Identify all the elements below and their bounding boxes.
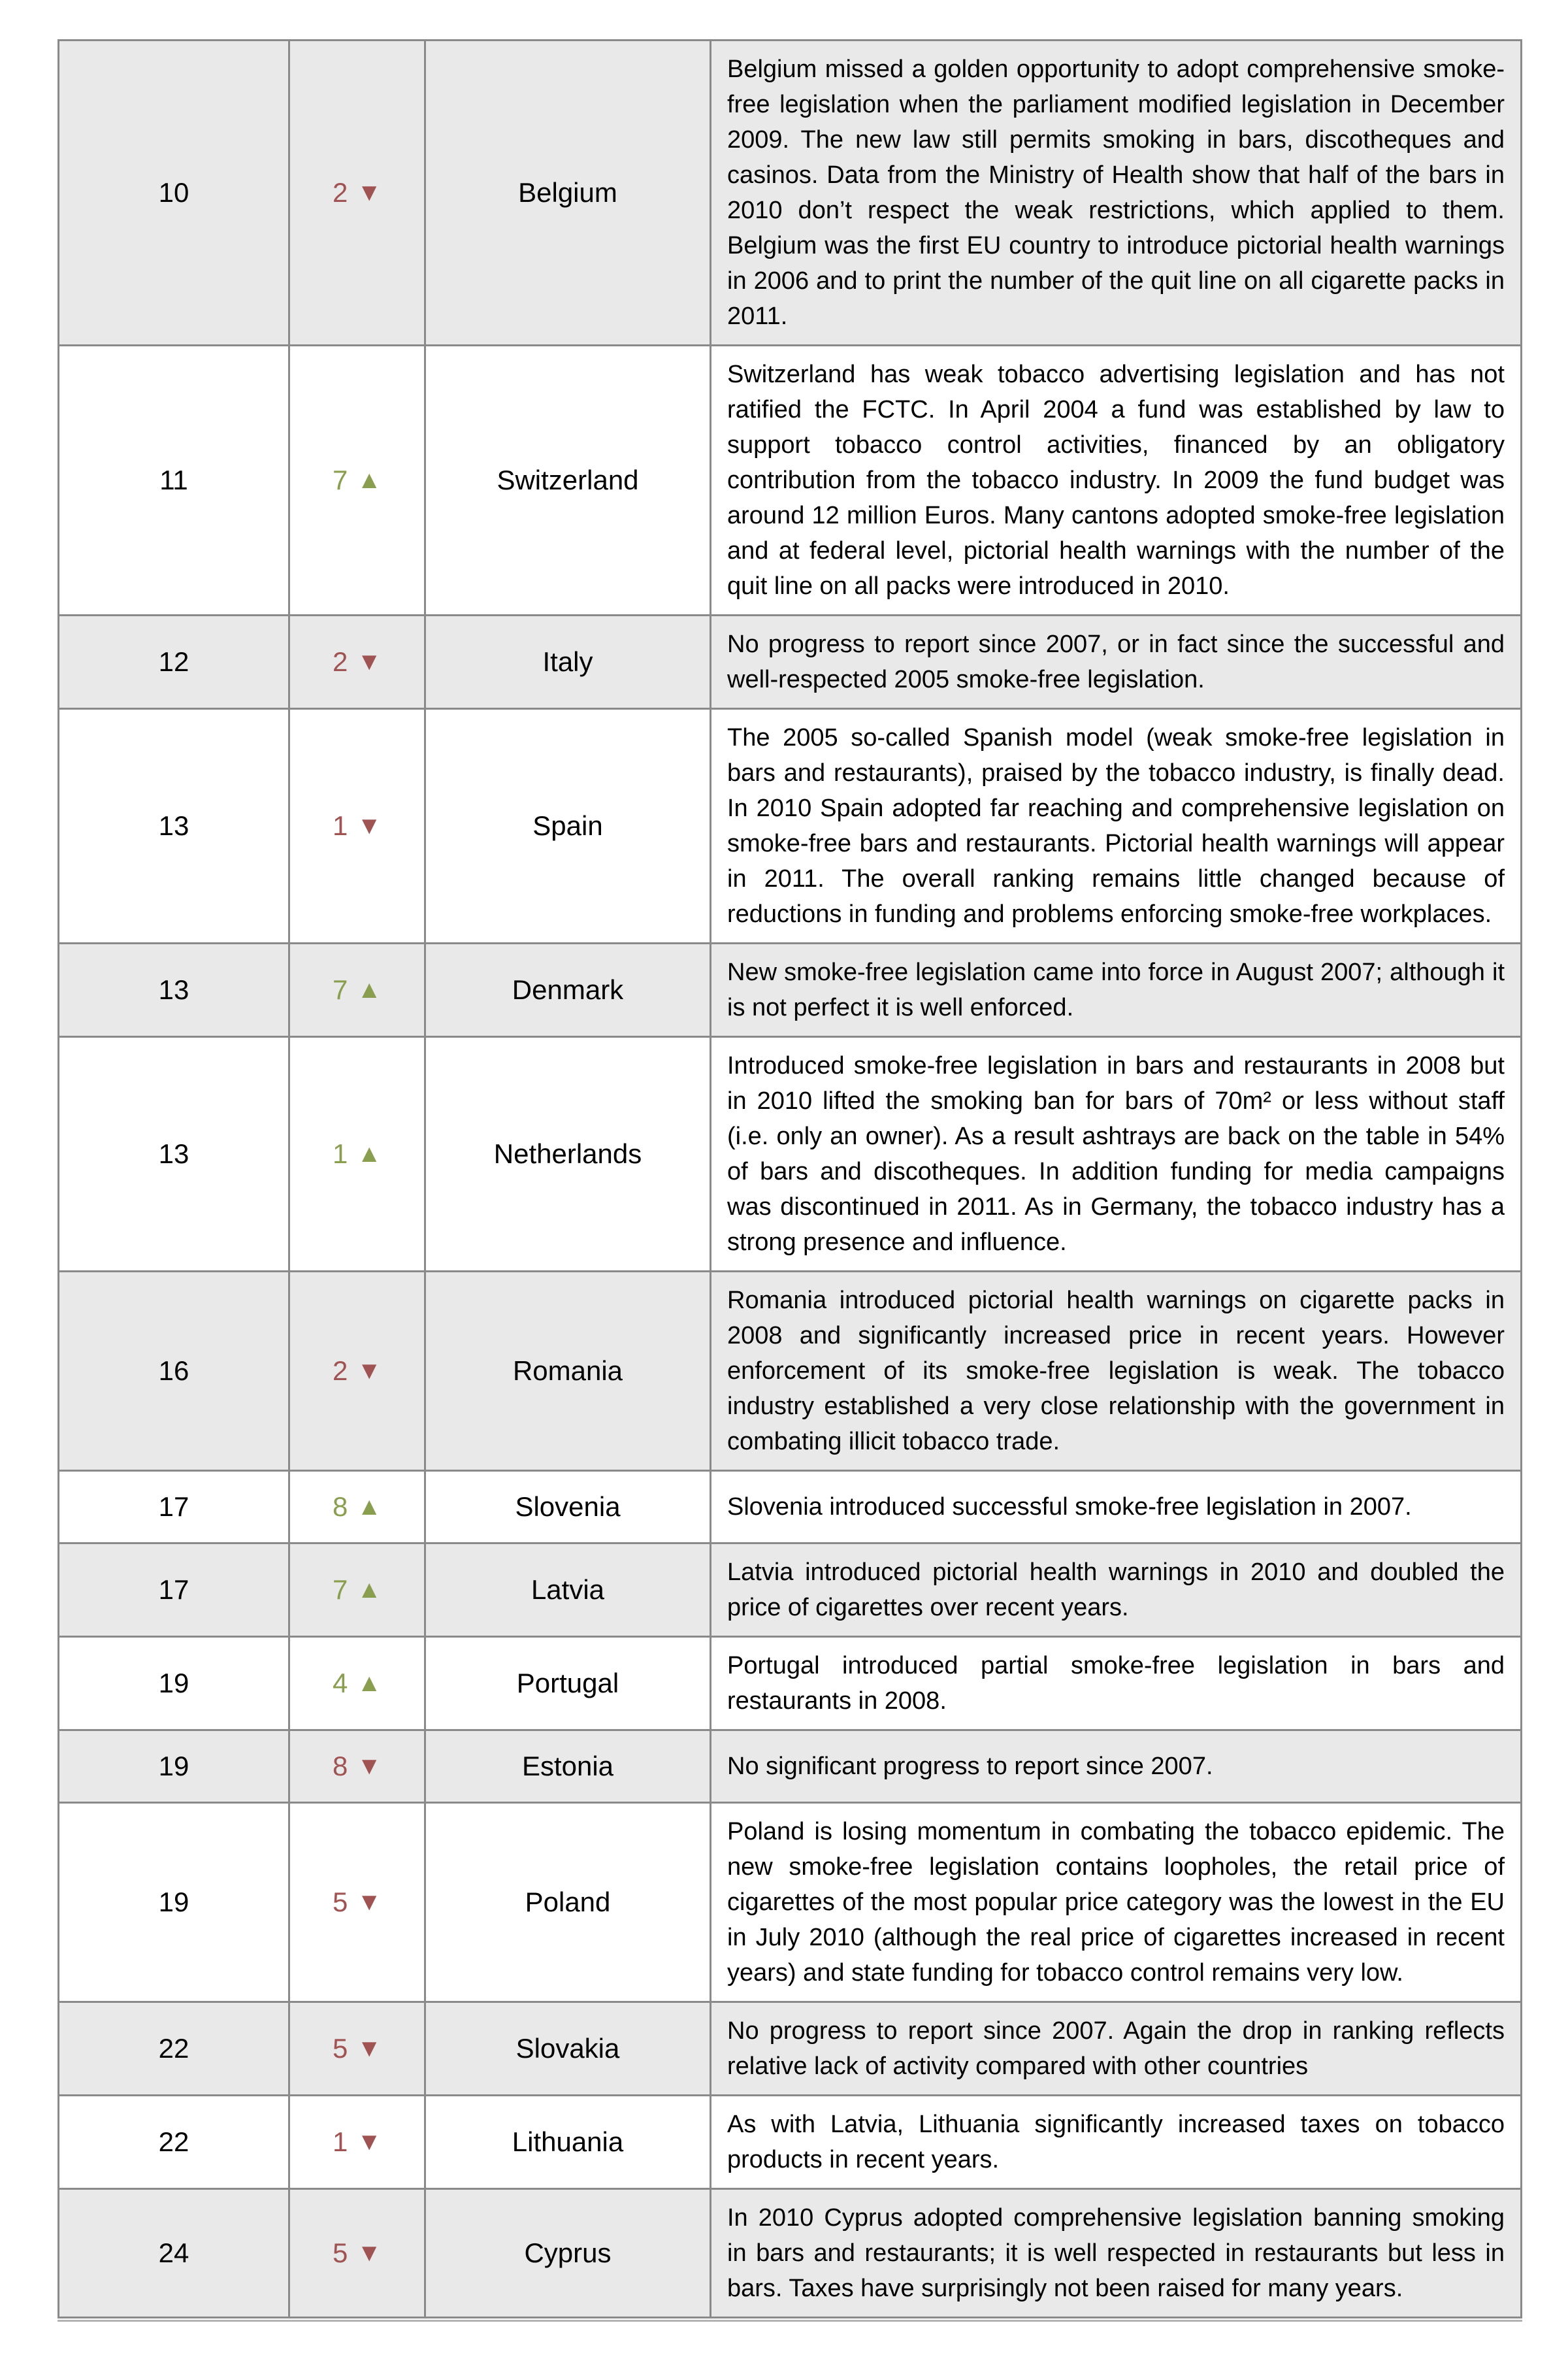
comment-text: Latvia introduced pictorial health warnings in 2010 and doubled the price of cigarettes over recent years. — [727, 1559, 1505, 1621]
rank-change-cell — [290, 1038, 424, 1270]
comment-cell — [711, 1731, 1520, 1802]
comment-cell — [711, 1638, 1520, 1729]
rank-cell: 19 — [59, 1731, 288, 1802]
rank-change-cell — [290, 1638, 424, 1729]
comment-text: Romania introduced pictorial health warnings on cigarette packs in 2008 and significantly increased price in recent years. However enforcement of its smoke-free legislation is weak. The tobacco industry established a very close relationship with the government in combating illicit tobacco trade. — [727, 1287, 1505, 1455]
comment-cell — [711, 1038, 1520, 1270]
country-cell: Spain — [426, 710, 710, 942]
rank-change-cell — [290, 2190, 424, 2317]
comment-cell — [711, 944, 1520, 1036]
rank-change-cell — [290, 1731, 424, 1802]
rank-down-icon: ▼ — [357, 2239, 382, 2267]
country-cell: Cyprus — [426, 2190, 710, 2317]
rank-change-value: 2 — [333, 646, 348, 677]
country-cell: Belgium — [426, 41, 710, 344]
comment-cell — [711, 1272, 1520, 1470]
comment-cell — [711, 2190, 1520, 2317]
comment-text: No progress to report since 2007. Again the drop in ranking reflects relative lack of activity compared with other countries — [727, 2017, 1505, 2080]
comment-cell — [711, 1472, 1520, 1542]
rank-cell: 17 — [59, 1472, 288, 1542]
rank-up-icon: ▲ — [357, 466, 382, 494]
country-cell: Netherlands — [426, 1038, 710, 1270]
rank-change-value: 7 — [333, 465, 348, 495]
country-ranking-table-wrapper — [57, 39, 1522, 2322]
table-bottom-rule — [57, 2320, 1522, 2322]
rank-change-cell — [290, 346, 424, 614]
rank-change-cell — [290, 41, 424, 344]
comment-text: No significant progress to report since 2007. — [727, 1753, 1213, 1780]
comment-cell — [711, 616, 1520, 708]
rank-change-value: 5 — [333, 2237, 348, 2268]
comment-text: Switzerland has weak tobacco advertising legislation and has not ratified the FCTC. In April 2004 a fund was established by law to support tobacco control activities, financed by an obligatory contribution from the tobacco industry. In 2009 the fund budget was around 12 million Euros. Many cantons adopted smoke-free legislation and at federal level, pictorial health warnings with the number of the quit line on all packs were introduced in 2010. — [727, 361, 1505, 600]
rank-cell: 11 — [59, 346, 288, 614]
rank-up-icon: ▲ — [357, 1140, 382, 1168]
rank-cell: 22 — [59, 2096, 288, 2188]
rank-cell: 16 — [59, 1272, 288, 1470]
rank-down-icon: ▼ — [357, 2128, 382, 2156]
comment-text: Portugal introduced partial smoke-free legislation in bars and restaurants in 2008. — [727, 1652, 1505, 1715]
rank-cell: 13 — [59, 710, 288, 942]
rank-change-cell — [290, 2003, 424, 2094]
rank-change-value: 5 — [333, 2033, 348, 2064]
comment-text: Belgium missed a golden opportunity to adopt comprehensive smoke-free legislation when the parliament modified legislation in December 2009. The new law still permits smoking in bars, discotheques and casinos. Data from the Ministry of Health show that half of the bars in 2010 don’t respect the weak restrictions, which applied to them. Belgium was the first EU country to introduce pictorial health warnings in 2006 and to print the number of the quit line on all cigarette packs in 2011. — [727, 56, 1505, 330]
rank-cell: 13 — [59, 944, 288, 1036]
comment-cell — [711, 2096, 1520, 2188]
comment-text: In 2010 Cyprus adopted comprehensive legislation banning smoking in bars and restaurants; it is well respected in restaurants but less in bars. Taxes have surprisingly not been raised for many years. — [727, 2204, 1505, 2302]
comment-cell — [711, 1804, 1520, 2001]
rank-change-value: 4 — [333, 1668, 348, 1698]
country-cell: Switzerland — [426, 346, 710, 614]
country-cell: Denmark — [426, 944, 710, 1036]
comment-cell — [711, 1544, 1520, 1636]
rank-change-value: 2 — [333, 1355, 348, 1386]
rank-down-icon: ▼ — [357, 2034, 382, 2062]
rank-cell: 17 — [59, 1544, 288, 1636]
rank-up-icon: ▲ — [357, 976, 382, 1004]
rank-change-value: 7 — [333, 974, 348, 1005]
country-cell: Lithuania — [426, 2096, 710, 2188]
rank-down-icon: ▼ — [357, 812, 382, 840]
rank-change-cell — [290, 1272, 424, 1470]
rank-up-icon: ▲ — [357, 1669, 382, 1697]
rank-change-value: 1 — [333, 2126, 348, 2157]
rank-cell: 10 — [59, 41, 288, 344]
rank-down-icon: ▼ — [357, 178, 382, 206]
rank-cell: 22 — [59, 2003, 288, 2094]
country-cell: Portugal — [426, 1638, 710, 1729]
country-cell: Poland — [426, 1804, 710, 2001]
comment-text: Introduced smoke-free legislation in bars and restaurants in 2008 but in 2010 lifted the smoking ban for bars of 70m² or less without staff (i.e. only an owner). As a result ashtrays are back on the table in 54% of bars and discotheques. In addition funding for media campaigns was discontinued in 2011. As in Germany, the tobacco industry has a strong presence and influence. — [727, 1052, 1505, 1256]
rank-change-value: 2 — [333, 177, 348, 208]
rank-change-cell — [290, 2096, 424, 2188]
rank-change-cell — [290, 1544, 424, 1636]
rank-change-value: 1 — [333, 1138, 348, 1169]
comment-cell — [711, 41, 1520, 344]
rank-change-cell — [290, 1804, 424, 2001]
rank-up-icon: ▲ — [357, 1493, 382, 1521]
comment-cell — [711, 710, 1520, 942]
comment-cell — [711, 2003, 1520, 2094]
rank-change-cell — [290, 944, 424, 1036]
country-cell: Slovakia — [426, 2003, 710, 2094]
country-cell: Italy — [426, 616, 710, 708]
rank-cell: 13 — [59, 1038, 288, 1270]
rank-change-value: 8 — [333, 1751, 348, 1781]
rank-change-value: 8 — [333, 1491, 348, 1522]
comment-text: The 2005 so-called Spanish model (weak smoke-free legislation in bars and restaurants), praised by the tobacco industry, is finally dead. In 2010 Spain adopted far reaching and comprehensive legislation on smoke-free bars and restaurants. Pictorial health warnings will appear in 2011. The overall ranking remains little changed because of reductions in funding and problems enforcing smoke-free workplaces. — [727, 724, 1505, 928]
rank-down-icon: ▼ — [357, 648, 382, 676]
comment-cell — [711, 346, 1520, 614]
rank-change-cell — [290, 616, 424, 708]
comment-text: Slovenia introduced successful smoke-free legislation in 2007. — [727, 1493, 1412, 1521]
comment-text: New smoke-free legislation came into force in August 2007; although it is not perfect it is well enforced. — [727, 959, 1505, 1021]
comment-text: No progress to report since 2007, or in fact since the successful and well-respected 2005 smoke-free legislation. — [727, 631, 1505, 693]
country-ranking-table — [57, 39, 1522, 2318]
country-cell: Latvia — [426, 1544, 710, 1636]
rank-change-value: 1 — [333, 810, 348, 841]
rank-up-icon: ▲ — [357, 1575, 382, 1604]
comment-text: As with Latvia, Lithuania significantly increased taxes on tobacco products in recent years. — [727, 2111, 1505, 2173]
rank-down-icon: ▼ — [357, 1752, 382, 1780]
rank-change-value: 5 — [333, 1887, 348, 1917]
comment-text: Poland is losing momentum in combating the tobacco epidemic. The new smoke-free legislation contains loopholes, the retail price of cigarettes of the most popular price category was the lowest in the EU in July 2010 (although the real price of cigarettes increased in recent years) and state funding for tobacco control remains very low. — [727, 1818, 1505, 1987]
rank-cell: 12 — [59, 616, 288, 708]
rank-cell: 19 — [59, 1638, 288, 1729]
rank-change-value: 7 — [333, 1574, 348, 1605]
rank-cell: 24 — [59, 2190, 288, 2317]
country-cell: Estonia — [426, 1731, 710, 1802]
rank-down-icon: ▼ — [357, 1888, 382, 1916]
rank-down-icon: ▼ — [357, 1357, 382, 1385]
rank-change-cell — [290, 1472, 424, 1542]
rank-change-cell — [290, 710, 424, 942]
country-cell: Romania — [426, 1272, 710, 1470]
country-cell: Slovenia — [426, 1472, 710, 1542]
rank-cell: 19 — [59, 1804, 288, 2001]
